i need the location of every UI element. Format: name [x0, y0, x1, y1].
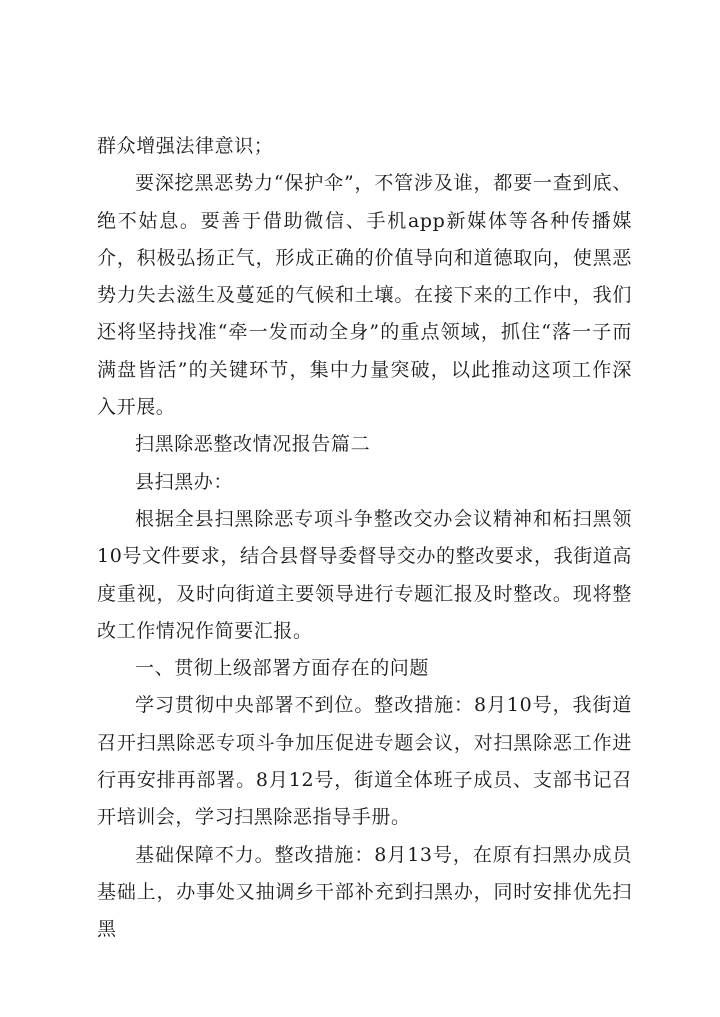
paragraph-protection-umbrella: 要深挖黑恶势力“保护伞”，不管涉及谁，都要一查到底、绝不姑息。要善于借助微信、手机app新媒体等各种传播媒介，积极弘扬正气，形成正确的价值导向和道德取向，使黑恶势力失去滋生及蔓延的气候和土壤。在接下来的工作中，我们还将坚持找准“牵一发而动全身”的重点领域，抓住“落一子而满盘皆活”的关键环节，集中力量突破，以此推动这项工作深入开展。: [97, 172, 632, 419]
document-body: [97, 128, 632, 949]
section-title-report-part-two: 扫黑除恶整改情况报告篇二: [135, 433, 371, 456]
paragraph-continuation: 群众增强法律意识；: [97, 135, 274, 157]
heading-issue-one: 一、贯彻上级部署方面存在的问题: [135, 657, 430, 680]
paragraph-introduction: 根据全县扫黑除恶专项斗争整改交办会议精神和柘扫黑领10号文件要求，结合县督导委督导交办的整改要求，我街道高度重视，及时向街道主要领导进行专题汇报及时整改。现将整改工作情况作简要汇报。: [97, 507, 632, 642]
addressee: 县扫黑办：: [135, 470, 234, 493]
paragraph-basic-support: 基础保障不力。整改措施：8月13号，在原有扫黑办成员基础上，办事处又抽调乡干部补充到扫黑办，同时安排优先扫黑: [97, 843, 632, 941]
paragraph-study-measures: 学习贯彻中央部署不到位。整改措施：8月10号，我街道召开扫黑除恶专项斗争加压促进专题会议，对扫黑除恶工作进行再安排再部署。8月12号，街道全体班子成员、支部书记召开培训会，学习扫黑除恶指导手册。: [97, 694, 632, 829]
